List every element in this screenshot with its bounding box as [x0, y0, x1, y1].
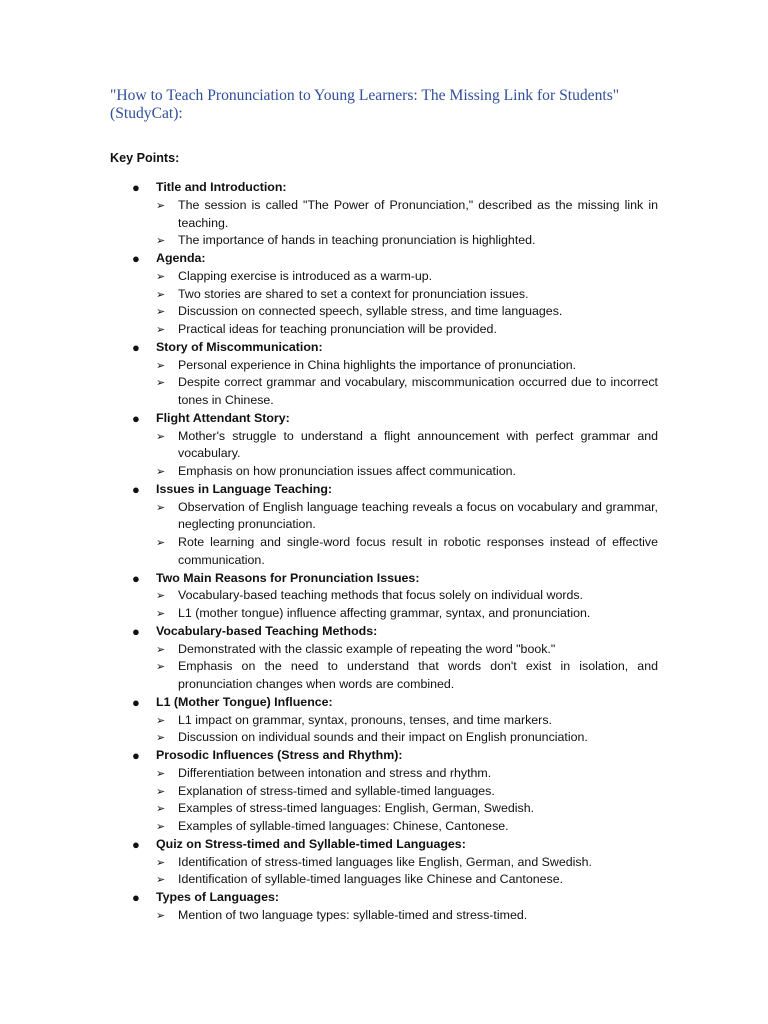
sub-item-text: Two stories are shared to set a context for pronunciation issues. [178, 286, 529, 301]
sub-list-item [110, 374, 658, 410]
sub-list [110, 268, 658, 339]
sub-list [110, 765, 658, 836]
arrowhead-bullet-icon: ➢ [156, 589, 166, 603]
arrowhead-bullet-icon: ➢ [156, 784, 166, 798]
sub-list-item [110, 765, 658, 783]
section-item [110, 410, 658, 481]
arrowhead-bullet-icon: ➢ [156, 731, 166, 745]
sub-item-text: Observation of English language teaching reveals a focus on vocabulary and grammar, neglecting pronunciation. [178, 499, 658, 532]
section-heading: Title and Introduction: [156, 180, 287, 194]
arrowhead-bullet-icon: ➢ [156, 198, 166, 212]
arrowhead-bullet-icon: ➢ [156, 820, 166, 833]
sub-item-text: Mention of two language types: syllable-timed and stress-timed. [178, 907, 528, 922]
arrowhead-bullet-icon: ➢ [156, 855, 166, 869]
sub-list [110, 357, 658, 410]
bullet-icon: ● [132, 180, 140, 195]
sub-list-item [110, 871, 658, 889]
sub-list-item [110, 907, 658, 925]
bullet-icon: ● [132, 890, 140, 905]
sub-list-item [110, 499, 658, 535]
key-points-list [110, 179, 658, 925]
sub-list-item [110, 729, 658, 747]
sub-list-item [110, 303, 658, 321]
sub-item-text: L1 impact on grammar, syntax, pronouns, tenses, and time markers. [178, 712, 552, 727]
sub-item-text: Discussion on connected speech, syllable stress, and time languages. [178, 304, 563, 319]
arrowhead-bullet-icon: ➢ [156, 642, 166, 656]
bullet-icon: ● [132, 836, 140, 852]
section-heading: Flight Attendant Story: [156, 410, 290, 425]
section-heading: Types of Languages: [156, 890, 280, 904]
sub-item-text: Despite correct grammar and vocabulary, miscommunication occurred due to incorrect tones in Chinese. [178, 375, 658, 407]
sub-list-item [110, 587, 658, 605]
sub-list-item [110, 818, 658, 836]
section-item [110, 836, 658, 889]
sub-item-text: Emphasis on the need to understand that words don't exist in isolation, and pronunciation changes when words are combined. [178, 659, 658, 691]
sub-item-text: Identification of stress-timed languages like English, German, and Swedish. [178, 854, 592, 869]
sub-item-text: Examples of syllable-timed languages: Chinese, Cantonese. [178, 819, 509, 833]
section-item [110, 694, 658, 747]
sub-list [110, 641, 658, 694]
section-item [110, 481, 658, 570]
sub-list [110, 712, 658, 748]
sub-item-text: Emphasis on how pronunciation issues affect communication. [178, 464, 516, 478]
arrowhead-bullet-icon: ➢ [156, 429, 166, 443]
arrowhead-bullet-icon: ➢ [156, 500, 166, 514]
sub-list-item [110, 783, 658, 801]
sub-item-text: L1 (mother tongue) influence affecting grammar, syntax, and pronunciation. [178, 606, 591, 620]
sub-list-item [110, 534, 658, 570]
key-points-label: Key Points: [110, 151, 180, 165]
sub-item-text: The session is called "The Power of Pronunciation," described as the missing link in teaching. [178, 197, 658, 230]
sub-list-item [110, 712, 658, 730]
arrowhead-bullet-icon: ➢ [156, 305, 166, 319]
section-item [110, 889, 658, 925]
arrowhead-bullet-icon: ➢ [156, 234, 166, 248]
arrowhead-bullet-icon: ➢ [156, 607, 166, 620]
section-heading: Issues in Language Teaching: [156, 481, 333, 496]
bullet-icon: ● [132, 481, 140, 497]
sub-item-text: Rote learning and single-word focus result in robotic responses instead of effective communication. [178, 535, 658, 567]
arrowhead-bullet-icon: ➢ [156, 660, 166, 674]
sub-item-text: Explanation of stress-timed and syllable-timed languages. [178, 783, 495, 798]
sub-list-item [110, 658, 658, 694]
bullet-icon: ● [132, 570, 140, 586]
sub-list-item [110, 463, 658, 481]
bullet-icon: ● [132, 748, 140, 763]
sub-item-text: The importance of hands in teaching pronunciation is highlighted. [178, 233, 536, 248]
sub-list-item [110, 800, 658, 818]
section-heading: Quiz on Stress-timed and Syllable-timed Languages: [156, 836, 466, 851]
arrowhead-bullet-icon: ➢ [156, 323, 166, 336]
section-item [110, 179, 658, 250]
sub-list [110, 907, 658, 925]
bullet-icon: ● [132, 410, 140, 426]
arrowhead-bullet-icon: ➢ [156, 873, 166, 887]
section-item [110, 623, 658, 694]
section-heading: Two Main Reasons for Pronunciation Issues: [156, 570, 420, 585]
section-heading: Story of Miscommunication: [156, 339, 323, 354]
bullet-icon: ● [132, 694, 140, 710]
arrowhead-bullet-icon: ➢ [156, 269, 166, 283]
sub-item-text: Mother's struggle to understand a flight announcement with perfect grammar and vocabulary. [178, 428, 658, 461]
sub-list [110, 499, 658, 570]
arrowhead-bullet-icon: ➢ [156, 536, 166, 549]
arrowhead-bullet-icon: ➢ [156, 358, 166, 372]
arrowhead-bullet-icon: ➢ [156, 802, 166, 816]
sub-list-item [110, 854, 658, 872]
sub-list [110, 854, 658, 890]
section-item [110, 250, 658, 339]
section-heading: Prosodic Influences (Stress and Rhythm): [156, 748, 403, 762]
document-title: "How to Teach Pronunciation to Young Learners: The Missing Link for Students" (StudyCat): [110, 87, 620, 122]
sub-list-item [110, 357, 658, 375]
section-heading: Agenda: [156, 251, 206, 265]
sub-item-text: Identification of syllable-timed languages like Chinese and Cantonese. [178, 872, 564, 887]
sub-list-item [110, 268, 658, 286]
sub-list [110, 428, 658, 481]
arrowhead-bullet-icon: ➢ [156, 376, 166, 390]
sub-item-text: Personal experience in China highlights the importance of pronunciation. [178, 357, 577, 372]
section-item [110, 747, 658, 836]
arrowhead-bullet-icon: ➢ [156, 908, 166, 922]
section-item [110, 339, 658, 410]
bullet-icon: ● [132, 251, 140, 266]
sub-list-item [110, 232, 658, 250]
sub-list-item [110, 428, 658, 464]
sub-list-item [110, 641, 658, 659]
sub-item-text: Demonstrated with the classic example of repeating the word "book." [178, 641, 556, 656]
sub-list-item [110, 197, 658, 233]
section-heading: Vocabulary-based Teaching Methods: [156, 623, 378, 638]
sub-item-text: Practical ideas for teaching pronunciation will be provided. [178, 322, 497, 336]
sub-list-item [110, 286, 658, 304]
sub-list [110, 587, 658, 623]
arrowhead-bullet-icon: ➢ [156, 465, 166, 478]
arrowhead-bullet-icon: ➢ [156, 287, 166, 301]
arrowhead-bullet-icon: ➢ [156, 713, 166, 727]
bullet-icon: ● [132, 339, 140, 355]
sub-list [110, 197, 658, 250]
section-item [110, 570, 658, 623]
sub-list-item [110, 605, 658, 623]
bullet-icon: ● [132, 623, 140, 639]
section-heading: L1 (Mother Tongue) Influence: [156, 694, 333, 709]
sub-list-item [110, 321, 658, 339]
sub-item-text: Differentiation between intonation and stress and rhythm. [178, 765, 492, 780]
sub-item-text: Vocabulary-based teaching methods that focus solely on individual words. [178, 588, 584, 603]
sub-item-text: Clapping exercise is introduced as a warm-up. [178, 268, 433, 283]
sub-item-text: Discussion on individual sounds and their impact on English pronunciation. [178, 730, 588, 745]
arrowhead-bullet-icon: ➢ [156, 766, 166, 780]
sub-item-text: Examples of stress-timed languages: English, German, Swedish. [178, 801, 535, 816]
